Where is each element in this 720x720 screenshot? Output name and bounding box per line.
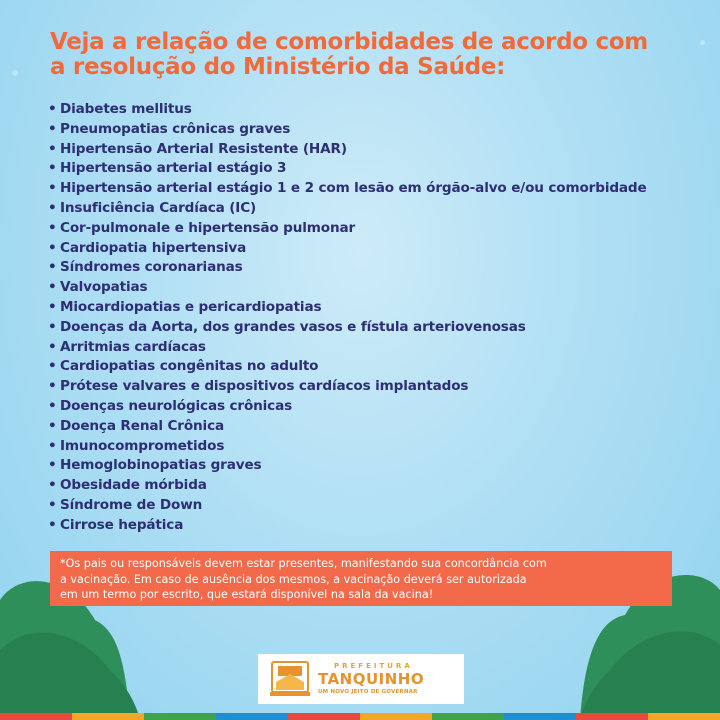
list-item-label: Cardiopatia hipertensiva	[60, 239, 247, 256]
list-item	[48, 357, 647, 377]
decorative-dot	[12, 70, 18, 76]
notice-box	[50, 551, 672, 606]
logo-text	[318, 663, 424, 696]
stripe-segment	[216, 713, 288, 720]
bullet-icon: •	[48, 160, 57, 177]
list-item	[48, 140, 647, 160]
page-title-line-2: a resolução do Ministério da Saúde:	[50, 54, 506, 80]
bullet-icon: •	[48, 219, 57, 236]
prefeitura-logo	[258, 654, 464, 704]
logo-slogan: UM NOVO JEITO DE GOVERNAR	[318, 688, 418, 695]
page-title	[50, 30, 690, 80]
stripe-segment	[432, 713, 504, 720]
logo-prefeitura-label: PREFEITURA	[334, 661, 413, 670]
list-item	[48, 219, 647, 239]
list-item	[48, 338, 647, 358]
list-item-label: Síndrome de Down	[60, 496, 203, 513]
stripe-segment	[648, 713, 720, 720]
list-item-label: Hemoglobinopatias graves	[60, 457, 262, 474]
list-item	[48, 179, 647, 199]
stripe-segment	[576, 713, 648, 720]
list-item	[48, 258, 647, 278]
stripe-segment	[360, 713, 432, 720]
list-item	[48, 516, 647, 536]
bullet-icon: •	[48, 259, 57, 276]
bullet-icon: •	[48, 457, 57, 474]
bullet-icon: •	[48, 437, 57, 454]
list-item-label: Miocardiopatias e pericardiopatias	[60, 298, 322, 315]
stripe-segment	[504, 713, 576, 720]
list-item	[48, 159, 647, 179]
bullet-icon: •	[48, 338, 57, 355]
bullet-icon: •	[48, 239, 57, 256]
list-item	[48, 377, 647, 397]
bullet-icon: •	[48, 496, 57, 513]
bullet-icon: •	[48, 101, 57, 117]
list-item-label: Obesidade mórbida	[60, 477, 207, 494]
list-item-label: Doenças da Aorta, dos grandes vasos e fístula arteriovenosas	[60, 318, 526, 335]
bullet-icon: •	[48, 378, 57, 395]
bullet-icon: •	[48, 279, 57, 296]
list-item	[48, 496, 647, 516]
list-item	[48, 437, 647, 457]
list-item-label: Doença Renal Crônica	[60, 417, 225, 434]
city-emblem-icon	[268, 660, 312, 698]
stripe-segment	[288, 713, 360, 720]
list-item	[48, 397, 647, 417]
logo-city-name: TANQUINHO	[318, 669, 425, 688]
bullet-icon: •	[48, 417, 57, 434]
list-item-label: Pneumopatias crônicas graves	[60, 120, 291, 137]
bullet-icon: •	[48, 358, 57, 375]
list-item-label: Diabetes mellitus	[60, 101, 192, 117]
decorative-dot	[700, 40, 705, 45]
list-item	[48, 476, 647, 496]
list-item-label: Prótese valvares e dispositivos cardíacos implantados	[60, 378, 469, 395]
list-item-label: Cardiopatias congênitas no adulto	[60, 358, 319, 375]
list-item-label: Síndromes coronarianas	[60, 259, 243, 276]
list-item	[48, 417, 647, 437]
list-item-label: Cor-pulmonale e hipertensão pulmonar	[60, 219, 356, 236]
bullet-icon: •	[48, 397, 57, 414]
list-item	[48, 239, 647, 259]
bullet-icon: •	[48, 120, 57, 137]
bullet-icon: •	[48, 318, 57, 335]
bullet-icon: •	[48, 298, 57, 315]
list-item	[48, 199, 647, 219]
list-item	[48, 120, 647, 140]
notice-text: *Os pais ou responsáveis devem estar presentes, manifestando sua concordância com a vacinação. Em caso de ausência dos mesmos, a vacinação deverá ser autorizada em um termo por escrito, que estará disponível na sala da vacina!	[60, 557, 547, 601]
comorbidity-list	[48, 100, 647, 536]
list-item-label: Insuficiência Cardíaca (IC)	[60, 199, 257, 216]
bullet-icon: •	[48, 477, 57, 494]
list-item-label: Imunocomprometidos	[60, 437, 225, 454]
list-item-label: Hipertensão arterial estágio 1 e 2 com lesão em órgão-alvo e/ou comorbidade	[60, 180, 647, 197]
list-item	[48, 318, 647, 338]
list-item	[48, 278, 647, 298]
stripe-segment	[0, 713, 72, 720]
stripe-segment	[72, 713, 144, 720]
list-item-label: Valvopatias	[60, 279, 148, 296]
list-item-label: Hipertensão arterial estágio 3	[60, 160, 287, 177]
list-item	[48, 298, 647, 318]
color-stripe	[0, 713, 720, 720]
bullet-icon: •	[48, 180, 57, 197]
page-title-line-1: Veja a relação de comorbidades de acordo com	[50, 29, 648, 55]
bullet-icon: •	[48, 199, 57, 216]
bullet-icon: •	[48, 140, 57, 157]
list-item-label: Doenças neurológicas crônicas	[60, 397, 293, 414]
list-item	[48, 456, 647, 476]
list-item-label: Cirrose hepática	[60, 516, 184, 533]
stripe-segment	[144, 713, 216, 720]
list-item-label: Hipertensão Arterial Resistente (HAR)	[60, 140, 347, 157]
list-item	[48, 100, 647, 120]
bullet-icon: •	[48, 516, 57, 533]
list-item-label: Arritmias cardíacas	[60, 338, 206, 355]
